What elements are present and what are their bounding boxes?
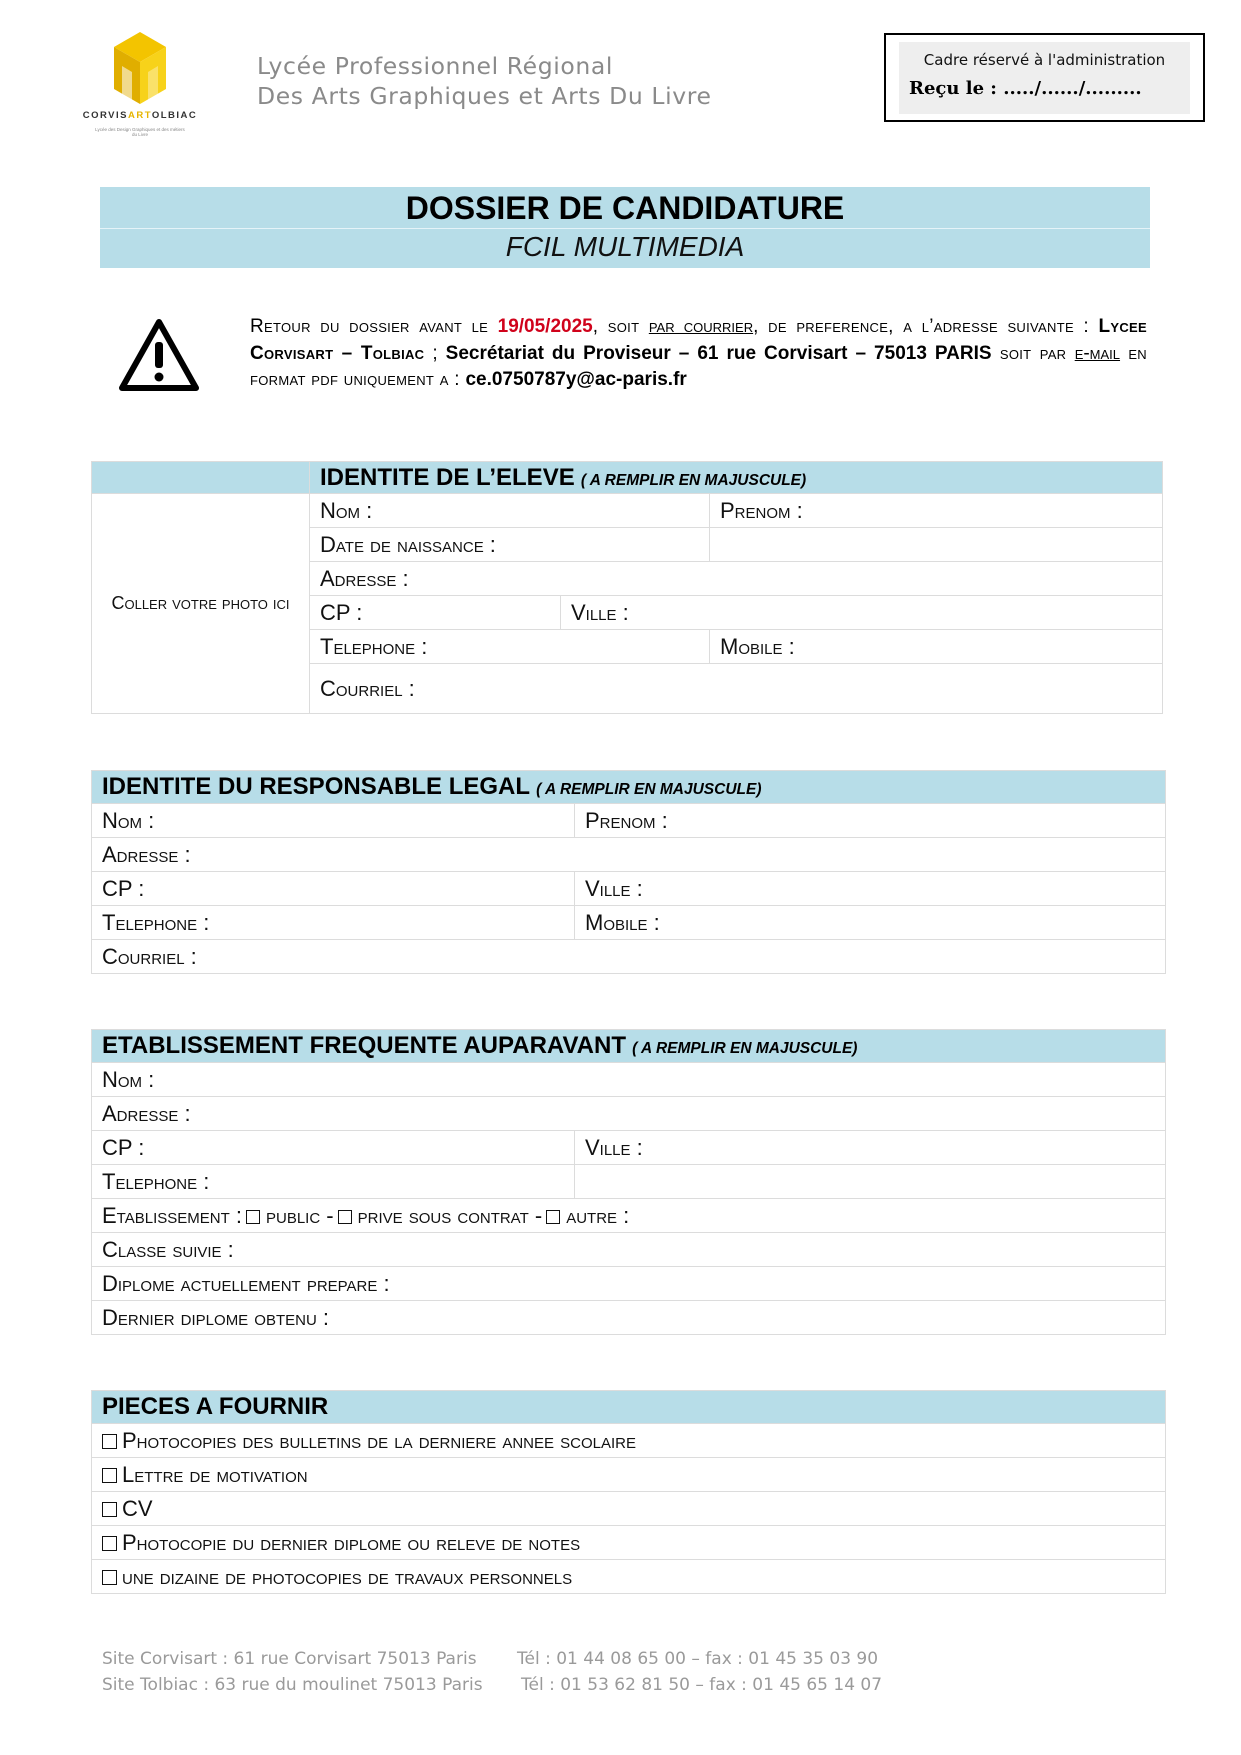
school-type-label: Etablissement : [102, 1202, 242, 1228]
guardian-telephone-field[interactable]: Telephone : [92, 906, 575, 940]
footer [102, 1646, 883, 1698]
admin-box-inner [899, 42, 1190, 114]
guardian-address-field[interactable]: Adresse : [92, 838, 1166, 872]
guardian-ville-field[interactable]: Ville : [575, 872, 1166, 906]
document-label: Photocopies des bulletins de la derniere annee scolaire [122, 1427, 636, 1453]
school-name [257, 51, 712, 111]
document-label: Lettre de motivation [122, 1461, 308, 1487]
photo-placeholder[interactable]: Coller votre photo ici [92, 494, 310, 714]
school-telephone-empty [575, 1165, 1166, 1199]
return-notice: Retour du dossier avant le 19/05/2025, soit par courrier, de preference, a l’adresse suivante : Lycee Corvisart – Tolbiac ; Secrétariat du Proviseur – 61 rue Corvisart – 75013 PARIS soit par e-mail en format pdf uniquement a : ce.0750787y@ac-paris.fr [250, 316, 1147, 390]
student-birthdate-field[interactable]: Date de naissance : [310, 528, 710, 562]
school-address-field[interactable]: Adresse : [92, 1097, 1166, 1131]
logo-cube-icon [70, 30, 210, 110]
student-section-header: IDENTITE DE L’ELEVE ( A REMPLIR EN MAJUSCULE) [310, 462, 1163, 494]
school-type-row [92, 1199, 1166, 1233]
private-contract-checkbox[interactable] [338, 1210, 352, 1224]
school-name-line1: Lycée Professionnel Régional [257, 52, 613, 80]
deadline-date: 19/05/2025 [497, 316, 593, 337]
other-label: autre : [566, 1202, 630, 1228]
guardian-mobile-field[interactable]: Mobile : [575, 906, 1166, 940]
student-birthdate-empty [710, 528, 1163, 562]
private-contract-label: prive sous contrat - [357, 1202, 543, 1228]
student-nom-field[interactable]: Nom : [310, 494, 710, 528]
student-email-field[interactable]: Courriel : [310, 664, 1163, 714]
admin-box [884, 33, 1205, 122]
logo-subtitle: Lycée des Design Graphiques et des métiers du Livre [95, 127, 185, 137]
guardian-prenom-field[interactable]: Prenom : [575, 804, 1166, 838]
guardian-section-header: IDENTITE DU RESPONSABLE LEGAL ( A REMPLIR EN MAJUSCULE) [92, 771, 1166, 804]
document-checkbox[interactable] [102, 1468, 117, 1483]
school-logo [70, 30, 210, 150]
document-item [92, 1560, 1166, 1594]
guardian-cp-field[interactable]: CP : [92, 872, 575, 906]
contact-email[interactable]: ce.0750787y@ac-paris.fr [465, 369, 687, 390]
documents-table [91, 1390, 1166, 1594]
student-mobile-field[interactable]: Mobile : [710, 630, 1163, 664]
postal-address: Secrétariat du Proviseur – 61 rue Corvisart – 75013 PARIS [445, 342, 992, 364]
class-followed-field[interactable]: Classe suivie : [92, 1233, 1166, 1267]
documents-section-header: PIECES A FOURNIR [92, 1391, 1166, 1424]
document-item [92, 1492, 1166, 1526]
guardian-identity-table [91, 770, 1166, 974]
public-checkbox[interactable] [246, 1210, 260, 1224]
footer-site-tolbiac: Site Tolbiac : 63 rue du moulinet 75013 Paris [102, 1675, 483, 1695]
document-title: DOSSIER DE CANDIDATURE [405, 190, 845, 226]
student-cp-field[interactable]: CP : [310, 596, 561, 630]
diploma-preparing-field[interactable]: Diplome actuellement prepare : [92, 1267, 1166, 1301]
document-checkbox[interactable] [102, 1536, 117, 1551]
student-ville-field[interactable]: Ville : [561, 596, 1163, 630]
document-label: CV [122, 1495, 153, 1521]
document-checkbox[interactable] [102, 1434, 117, 1449]
document-checkbox[interactable] [102, 1502, 117, 1517]
previous-school-section-header: ETABLISSEMENT FREQUENTE AUPARAVANT ( A REMPLIR EN MAJUSCULE) [92, 1030, 1166, 1063]
footer-phones [517, 1646, 882, 1698]
public-label: public - [265, 1202, 334, 1228]
school-cp-field[interactable]: CP : [92, 1131, 575, 1165]
last-diploma-field[interactable]: Dernier diplome obtenu : [92, 1301, 1166, 1335]
admin-title: Cadre réservé à l'administration [923, 51, 1166, 69]
logo-name: CORVISARTOLBIAC [82, 110, 198, 121]
previous-school-table [91, 1029, 1166, 1335]
school-telephone-field[interactable]: Telephone : [92, 1165, 575, 1199]
document-item [92, 1526, 1166, 1560]
footer-phone-tolbiac: Tél : 01 53 62 81 50 – fax : 01 45 65 14 07 [521, 1675, 883, 1695]
document-item [92, 1424, 1166, 1458]
title-band [100, 187, 1150, 268]
student-telephone-field[interactable]: Telephone : [310, 630, 710, 664]
document-label: Photocopie du dernier diplome ou releve de notes [122, 1529, 581, 1555]
document-checkbox[interactable] [102, 1570, 117, 1585]
document-label: une dizaine de photocopies de travaux personnels [122, 1563, 573, 1589]
student-header-spacer [92, 462, 310, 494]
student-prenom-field[interactable]: Prenom : [710, 494, 1163, 528]
guardian-email-field[interactable]: Courriel : [92, 940, 1166, 974]
admin-received-date: Reçu le : ...../....../......... [909, 78, 1142, 99]
student-address-field[interactable]: Adresse : [310, 562, 1163, 596]
footer-site-corvisart: Site Corvisart : 61 rue Corvisart 75013 Paris [102, 1649, 477, 1669]
student-identity-table [91, 461, 1163, 714]
footer-phone-corvisart: Tél : 01 44 08 65 00 – fax : 01 45 35 03 90 [517, 1649, 879, 1669]
other-checkbox[interactable] [546, 1210, 560, 1224]
warning-icon [118, 318, 200, 392]
school-name-line2: Des Arts Graphiques et Arts Du Livre [257, 82, 712, 110]
document-item [92, 1458, 1166, 1492]
document-subtitle: FCIL MULTIMEDIA [505, 231, 745, 262]
school-ville-field[interactable]: Ville : [575, 1131, 1166, 1165]
school-nom-field[interactable]: Nom : [92, 1063, 1166, 1097]
guardian-nom-field[interactable]: Nom : [92, 804, 575, 838]
